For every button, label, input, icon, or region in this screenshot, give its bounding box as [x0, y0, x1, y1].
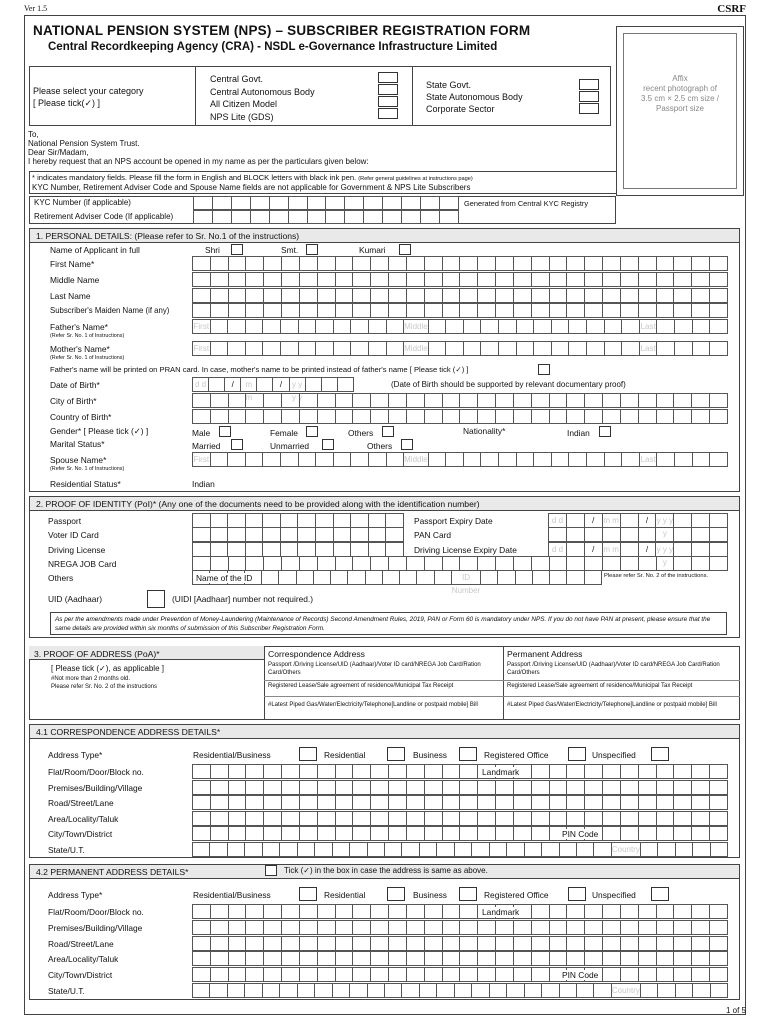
- residential-status-value: Indian: [192, 479, 215, 489]
- form-subtitle: Central Recordkeeping Agency (CRA) - NSDL e-Governance Infrastructure Limited: [48, 41, 498, 53]
- kumari-checkbox[interactable]: [399, 244, 411, 255]
- dl-expiry-label: Driving License Expiry Date: [414, 545, 517, 555]
- amendment-note: As per the amendments made under Prevention of Money-Laundering (Maintenance of Records) Second Amendment Rules, 2019, PAN or Form 60 is mandatory under NPS. If you do not have PAN at present, please ensure that the same details are provided within six months of submission of this Subscriber Registration Form.: [50, 612, 727, 635]
- country-birth-boxes[interactable]: [192, 409, 728, 424]
- central-govt-checkbox[interactable]: [378, 72, 398, 83]
- mother-name-label: Mother's Name*: [50, 344, 110, 354]
- corr-reg-label: Registered Office: [484, 750, 549, 760]
- uid-label: UID (Aadhaar): [48, 594, 102, 604]
- marital-others-checkbox[interactable]: [401, 439, 413, 450]
- corr-unspec-label: Unspecified: [592, 750, 636, 760]
- pan-boxes[interactable]: [548, 527, 728, 542]
- nrega-label: NREGA JOB Card: [48, 559, 117, 569]
- corporate-checkbox[interactable]: [579, 103, 599, 114]
- corr-road-boxes[interactable]: [192, 795, 728, 810]
- perm-flat-label: Flat/Room/Door/Block no.: [48, 907, 144, 917]
- corr-area-label: Area/Locality/Taluk: [48, 814, 119, 824]
- corr-reg-checkbox[interactable]: [568, 747, 586, 761]
- perm-premises-label: Premises/Building/Village: [48, 923, 143, 933]
- kumari-label: Kumari: [359, 245, 386, 255]
- last-name-boxes[interactable]: [192, 288, 728, 303]
- corr-bus-checkbox[interactable]: [459, 747, 477, 761]
- dob-note: (Date of Birth should be supported by relevant documentary proof): [391, 380, 626, 389]
- ra-code-label: Retirement Adviser Code (If applicable): [34, 212, 174, 221]
- nrega-boxes[interactable]: [192, 556, 728, 571]
- perm-area-label: Area/Locality/Taluk: [48, 954, 119, 964]
- male-label: Male: [192, 428, 211, 438]
- corr-resbus-checkbox[interactable]: [299, 747, 317, 761]
- perm-area-boxes[interactable]: [192, 951, 728, 966]
- perm-flat-boxes[interactable]: [192, 904, 728, 919]
- driving-license-boxes[interactable]: [192, 542, 404, 557]
- unmarried-label: Unmarried: [270, 441, 310, 451]
- father-name-boxes[interactable]: First Middle Last: [192, 319, 728, 334]
- maiden-name-boxes[interactable]: [192, 303, 728, 318]
- corr-unspec-checkbox[interactable]: [651, 747, 669, 761]
- perm-bus-checkbox[interactable]: [459, 887, 477, 901]
- kyc-number-boxes[interactable]: [193, 196, 459, 210]
- female-checkbox[interactable]: [306, 426, 318, 437]
- uid-checkbox[interactable]: [147, 590, 165, 608]
- corr-address-type-label: Address Type*: [48, 750, 103, 760]
- corr-resbus-label: Residential/Business: [193, 750, 271, 760]
- perm-unspec-checkbox[interactable]: [651, 887, 669, 901]
- male-checkbox[interactable]: [219, 426, 231, 437]
- category-prompt: Please select your category: [33, 86, 144, 96]
- perm-address-type-label: Address Type*: [48, 890, 103, 900]
- gender-others-label: Others: [348, 428, 374, 438]
- marital-others-label: Others: [367, 441, 393, 451]
- poa-correspondence-header: Correspondence Address: [268, 649, 365, 659]
- passport-expiry-label: Passport Expiry Date: [414, 516, 493, 526]
- photo-instructions: Affix recent photograph of 3.5 cm × 2.5 cm size / Passport size: [640, 74, 720, 113]
- nps-lite-checkbox[interactable]: [378, 108, 398, 119]
- state-autonomous-checkbox[interactable]: [579, 91, 599, 102]
- country-birth-label: Country of Birth*: [50, 412, 112, 422]
- dob-label: Date of Birth*: [50, 380, 100, 390]
- print-name-note: Father's name will be printed on PRAN card. In case, mother's name to be printed instead of father's name [ Please tick (✓) ]: [50, 365, 469, 374]
- father-name-label: Father's Name*: [50, 322, 108, 332]
- corr-bus-label: Business: [413, 750, 447, 760]
- poa-perm-opt-1[interactable]: Passport /Driving License/UID (Aadhaar)/Voter ID card/NREGA Job Card/Ration Card/Others: [507, 662, 720, 676]
- passport-label: Passport: [48, 516, 82, 526]
- corr-city-label: City/Town/District: [48, 829, 113, 839]
- first-name-boxes[interactable]: [192, 256, 728, 271]
- middle-name-label: Middle Name: [50, 275, 100, 285]
- maiden-name-label: Subscriber's Maiden Name (if any): [50, 306, 170, 315]
- poi-refer-note: Please refer Sr. No. 2 of the instructions.: [604, 573, 709, 579]
- spouse-name-boxes[interactable]: First Middle Last: [192, 452, 728, 467]
- others-id-boxes[interactable]: ID Number: [192, 570, 602, 585]
- poa-note-1: #Not more than 2 months old.: [51, 676, 131, 682]
- uid-note: (UIDI [Aadhaar] number not required.): [172, 594, 314, 604]
- mother-name-print-checkbox[interactable]: [538, 364, 550, 375]
- marital-label: Marital Status*: [50, 439, 105, 449]
- voter-id-boxes[interactable]: [192, 527, 404, 542]
- perm-resbus-checkbox[interactable]: [299, 887, 317, 901]
- name-full-label: Name of Applicant in full: [50, 245, 140, 255]
- corr-res-checkbox[interactable]: [387, 747, 405, 761]
- pan-label: PAN Card: [414, 530, 452, 540]
- shri-checkbox[interactable]: [231, 244, 243, 255]
- spouse-refer-note: (Refer Sr. No. 1 of Instructions): [50, 466, 125, 472]
- perm-premises-boxes[interactable]: [192, 920, 728, 935]
- perm-unspec-label: Unspecified: [592, 890, 636, 900]
- female-label: Female: [270, 428, 298, 438]
- correspondence-address-title: 4.1 CORRESPONDENCE ADDRESS DETAILS*: [30, 725, 739, 739]
- corr-state-boxes[interactable]: Country: [192, 842, 728, 857]
- poa-perm-opt-2[interactable]: Registered Lease/Sale agreement of residence/Municipal Tax Receipt: [507, 683, 693, 689]
- last-name-label: Last Name: [50, 291, 91, 301]
- corr-city-boxes[interactable]: [192, 826, 728, 841]
- smt-label: Smt.: [281, 245, 299, 255]
- perm-res-checkbox[interactable]: [387, 887, 405, 901]
- kyc-label: KYC Number (if applicable): [34, 198, 131, 207]
- category-left-options: Central Govt. Central Autonomous Body All Citizen Model NPS Lite (GDS): [210, 74, 315, 122]
- category-section: [29, 66, 611, 126]
- corr-road-label: Road/Street/Lane: [48, 798, 114, 808]
- permanent-address-title: 4.2 PERMANENT ADDRESS DETAILS*: [30, 865, 739, 879]
- first-name-label: First Name*: [50, 259, 95, 269]
- residential-status-label: Residential Status*: [50, 479, 121, 489]
- nationality-label: Nationality*: [463, 426, 506, 436]
- page-number: 1 of 5: [725, 1006, 746, 1015]
- poa-tick-note: [ Please tick (✓), as applicable ]: [51, 664, 164, 673]
- kyc-generated-note: Generated from Central KYC Registry: [464, 199, 589, 208]
- poi-title: 2. PROOF OF IDENTITY (PoI)* (Any one of the documents need to be provided along with the identification number): [30, 497, 739, 511]
- city-birth-boxes[interactable]: [192, 393, 728, 408]
- passport-expiry-boxes[interactable]: d d / m m / y y y y: [548, 513, 728, 528]
- ra-code-boxes[interactable]: [193, 210, 459, 224]
- passport-boxes[interactable]: [192, 513, 404, 528]
- corr-flat-boxes[interactable]: [192, 764, 728, 779]
- dl-expiry-boxes[interactable]: d d / m m / y y y y: [548, 542, 728, 557]
- version-label: Ver 1.5: [24, 4, 48, 13]
- corr-state-label: State/U.T.: [48, 845, 85, 855]
- perm-reg-checkbox[interactable]: [568, 887, 586, 901]
- name-of-id-label: Name of the ID: [196, 573, 253, 583]
- mother-refer-note: (Refer Sr. No. 1 of Instructions): [50, 355, 125, 361]
- perm-res-label: Residential: [324, 890, 366, 900]
- spouse-label: Spouse Name*: [50, 455, 107, 465]
- form-title: NATIONAL PENSION SYSTEM (NPS) – SUBSCRIBER REGISTRATION FORM: [33, 23, 531, 38]
- perm-road-label: Road/Street/Lane: [48, 939, 114, 949]
- corr-pin-label: PIN Code: [562, 829, 599, 839]
- perm-road-boxes[interactable]: [192, 936, 728, 951]
- perm-reg-label: Registered Office: [484, 890, 549, 900]
- unmarried-checkbox[interactable]: [322, 439, 334, 450]
- state-govt-checkbox[interactable]: [579, 79, 599, 90]
- shri-label: Shri: [205, 245, 220, 255]
- driving-license-label: Driving License: [48, 545, 106, 555]
- same-address-note: Tick (✓) in the box in case the address is same as above.: [284, 866, 488, 875]
- corr-premises-boxes[interactable]: [192, 780, 728, 795]
- indian-label: Indian: [567, 428, 590, 438]
- corr-area-boxes[interactable]: [192, 811, 728, 826]
- poa-permanent-header: Permanent Address: [507, 649, 583, 659]
- city-birth-label: City of Birth*: [50, 396, 97, 406]
- married-label: Married: [192, 441, 221, 451]
- poa-corr-opt-2[interactable]: Registered Lease/Sale agreement of residence/Municipal Tax Receipt: [268, 683, 454, 689]
- corr-premises-label: Premises/Building/Village: [48, 783, 143, 793]
- letter-text: To, National Pension System Trust. Dear Sir/Madam, I hereby request that an NPS account be opened in my name as per the particulars given below:: [28, 130, 369, 166]
- perm-city-label: City/Town/District: [48, 970, 113, 980]
- middle-name-boxes[interactable]: [192, 272, 728, 287]
- perm-city-boxes[interactable]: [192, 967, 728, 982]
- gender-label: Gender* [ Please tick (✓) ]: [50, 426, 149, 436]
- father-refer-note: (Refer Sr. No. 1 of Instructions): [50, 333, 125, 339]
- poa-title: 3. PROOF OF ADDRESS (PoA)*: [34, 649, 160, 659]
- perm-pin-label: PIN Code: [562, 970, 599, 980]
- personal-details-title: 1. PERSONAL DETAILS: (Please refer to Sr. No.1 of the instructions): [30, 229, 739, 243]
- voter-id-label: Voter ID Card: [48, 530, 99, 540]
- corr-landmark-label: Landmark: [482, 767, 520, 777]
- dob-boxes[interactable]: d d / m m / y y y y: [192, 377, 354, 392]
- gender-others-checkbox[interactable]: [382, 426, 394, 437]
- corr-flat-label: Flat/Room/Door/Block no.: [48, 767, 144, 777]
- others-id-label: Others: [48, 573, 74, 583]
- perm-state-label: State/U.T.: [48, 986, 85, 996]
- form-code: CSRF: [717, 3, 746, 15]
- note-mandatory: * indicates mandatory fields. Please fill the form in English and BLOCK letters with black ink pen. (Refer general guidelines at instructions page): [32, 173, 473, 182]
- poa-corr-opt-3[interactable]: #Latest Piped Gas/Water/Electricity/Telephone[Landline or postpaid mobile] Bill: [268, 702, 478, 708]
- poa-corr-opt-1[interactable]: Passport /Driving License/UID (Aadhaar)/Voter ID card/NREGA Job Card/Ration Card/Others: [268, 662, 481, 676]
- all-citizen-checkbox[interactable]: [378, 96, 398, 107]
- central-autonomous-checkbox[interactable]: [378, 84, 398, 95]
- same-address-checkbox[interactable]: [265, 865, 277, 876]
- perm-state-boxes[interactable]: Country: [192, 983, 728, 998]
- perm-landmark-label: Landmark: [482, 907, 520, 917]
- poa-note-2: Please refer Sr. No. 2 of the instructions: [51, 684, 158, 690]
- category-tick-note: [ Please tick(✓) ]: [33, 98, 101, 108]
- indian-checkbox[interactable]: [599, 426, 611, 437]
- category-right-options: State Govt. State Autonomous Body Corporate Sector: [426, 80, 523, 114]
- corr-res-label: Residential: [324, 750, 366, 760]
- married-checkbox[interactable]: [231, 439, 243, 450]
- poa-perm-opt-3[interactable]: #Latest Piped Gas/Water/Electricity/Telephone[Landline or postpaid mobile] Bill: [507, 702, 717, 708]
- perm-resbus-label: Residential/Business: [193, 890, 271, 900]
- perm-bus-label: Business: [413, 890, 447, 900]
- smt-checkbox[interactable]: [306, 244, 318, 255]
- mother-name-boxes[interactable]: First Middle Last: [192, 341, 728, 356]
- note-kyc: KYC Number, Retirement Adviser Code and Spouse Name fields are not applicable for Government & NPS Lite Subscribers: [32, 183, 471, 192]
